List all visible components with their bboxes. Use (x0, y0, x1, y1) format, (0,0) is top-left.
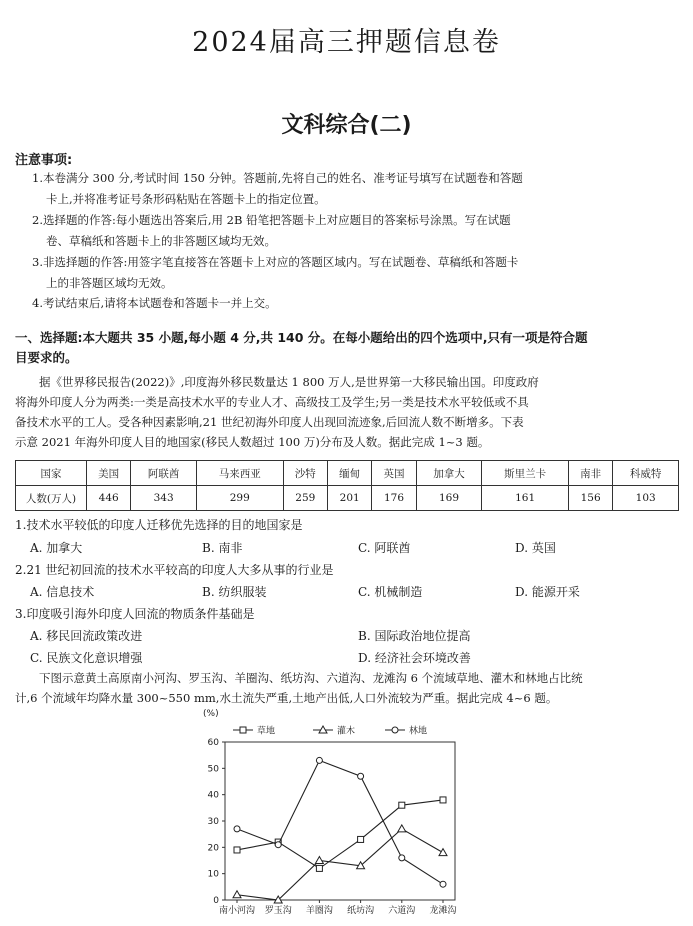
note-item (32, 210, 662, 252)
note-line: 4.考试结束后,请将本试题卷和答题卡一并上交。 (32, 296, 277, 310)
table-cell: 176 (372, 486, 416, 511)
section-heading (15, 328, 675, 368)
table-header-cell: 国家 (16, 461, 87, 486)
data-point-triangle (315, 857, 323, 864)
question-1-option-a[interactable]: A. 加拿大 (30, 541, 83, 555)
table-cell: 201 (327, 486, 371, 511)
y-tick-label: 60 (207, 738, 219, 748)
note-item (32, 293, 662, 314)
x-tick-label: 罗玉沟 (264, 906, 292, 916)
data-point-square (440, 797, 446, 803)
data-point-circle (440, 881, 446, 887)
passage-line: 示意 2021 年海外印度人目的地国家(移民人数超过 100 万)分布及人数。据此完成 1~3 题。 (15, 435, 490, 449)
table-header-cell: 沙特 (283, 461, 327, 486)
y-tick-label: 20 (207, 843, 219, 854)
y-axis-label: (%) (203, 709, 219, 719)
legend-label: 灌木 (337, 726, 356, 737)
legend-label: 草地 (257, 726, 276, 737)
question-2-option-c[interactable]: C. 机械制造 (358, 585, 423, 599)
table-cell: 299 (196, 486, 283, 511)
table-header-cell: 斯里兰卡 (482, 461, 569, 486)
y-tick-label: 40 (207, 790, 219, 801)
data-point-square (240, 727, 246, 733)
passage-line: 据《世界移民报告(2022)》,印度海外移民数量达 1 800 万人,是世界第一大移民输出国。印度政府 (39, 375, 539, 389)
data-point-circle (316, 757, 322, 763)
passage-line: 备技术水平的工人。受各种因素影响,21 世纪初海外印度人出现回流迹象,后回流人数不断增多。下表 (15, 415, 524, 429)
table-header-cell: 美国 (87, 461, 131, 486)
table-cell: 103 (613, 486, 679, 511)
data-point-square (399, 802, 405, 808)
data-point-circle (399, 855, 405, 861)
table-cell: 161 (482, 486, 569, 511)
migration-table (15, 460, 679, 511)
table-header-cell: 缅甸 (327, 461, 371, 486)
plot-frame (225, 742, 455, 900)
note-line: 卡上,并将准考证号条形码粘贴在答题卡上的指定位置。 (46, 192, 326, 206)
question-3-option-b[interactable]: B. 国际政治地位提高 (358, 629, 471, 643)
table-header-cell: 加拿大 (416, 461, 482, 486)
data-point-square (358, 836, 364, 842)
table-header-cell: 英国 (372, 461, 416, 486)
question-1-stem: 1.技术水平较低的印度人迁移优先选择的目的地国家是 (15, 518, 303, 532)
x-tick-label: 龙滩沟 (429, 906, 457, 916)
x-tick-label: 羊圈沟 (305, 906, 333, 916)
question-1-option-b[interactable]: B. 南非 (202, 541, 243, 555)
section-line: 一、选择题:本大题共 35 小题,每小题 4 分,共 140 分。在每小题给出的四个选项中,只有一项是符合题 (15, 330, 588, 345)
passage-1 (15, 372, 677, 452)
data-point-circle (234, 826, 240, 832)
table-header-row (16, 461, 679, 486)
data-point-square (234, 847, 240, 853)
question-3-stem: 3.印度吸引海外印度人回流的物质条件基础是 (15, 607, 255, 621)
y-tick-label: 30 (207, 817, 219, 827)
table-header-cell: 科威特 (613, 461, 679, 486)
data-point-triangle (233, 891, 241, 898)
x-tick-label: 六道沟 (388, 906, 416, 916)
series-line-circle (237, 760, 443, 884)
table-header-cell: 马来西亚 (196, 461, 283, 486)
question-2-option-b[interactable]: B. 纺织服装 (202, 585, 267, 599)
note-line: 3.非选择题的作答:用签字笔直接答在答题卡上对应的答题区域内。写在试题卷、草稿纸和答题卡 (32, 255, 519, 269)
question-3-option-c[interactable]: C. 民族文化意识增强 (30, 651, 143, 665)
data-point-circle (275, 842, 281, 848)
note-item (32, 252, 662, 294)
y-tick-label: 50 (207, 764, 219, 775)
data-point-triangle (439, 849, 447, 856)
table-cell: 446 (87, 486, 131, 511)
series-line-square (237, 800, 443, 868)
data-point-circle (392, 727, 398, 733)
legend-label: 林地 (409, 726, 428, 737)
table-cell: 343 (131, 486, 197, 511)
note-item (32, 168, 662, 210)
table-cell: 156 (568, 486, 612, 511)
note-line: 1.本卷满分 300 分,考试时间 150 分钟。答题前,先将自己的姓名、准考证号填写在试题卷和答题 (32, 171, 523, 185)
note-line: 上的非答题区域均无效。 (46, 276, 173, 290)
x-tick-label: 南小河沟 (218, 906, 256, 916)
table-cell: 259 (283, 486, 327, 511)
table-row (16, 486, 679, 511)
table-cell: 人数(万人) (16, 486, 87, 511)
passage-line: 计,6 个流域年均降水量 300~550 mm,水土流失严重,土地产出低,人口外流较为严重。据此完成 4~6 题。 (15, 691, 558, 705)
question-1-option-d[interactable]: D. 英国 (515, 541, 556, 555)
passage-line: 将海外印度人分为两类:一类是高技术水平的专业人才、高级技工及学生;另一类是技术水平较低或不具 (15, 395, 529, 409)
exam-subtitle: 文科综合(二) (281, 113, 412, 138)
note-line: 卷、草稿纸和答题卡上的非答题区域均无效。 (46, 234, 276, 248)
data-point-triangle (398, 825, 406, 832)
y-tick-label: 0 (213, 896, 219, 906)
table-cell: 169 (416, 486, 482, 511)
question-1-option-c[interactable]: C. 阿联酋 (358, 541, 411, 555)
y-tick-label: 10 (207, 869, 219, 880)
data-point-circle (358, 773, 364, 779)
question-2-option-a[interactable]: A. 信息技术 (30, 585, 95, 599)
exam-title: 2024届高三押题信息卷 (192, 27, 501, 58)
data-point-square (316, 865, 322, 871)
land-cover-chart (185, 702, 475, 922)
note-line: 2.选择题的作答:每小题选出答案后,用 2B 铅笔把答题卡上对应题目的答案标号涂黑。写在试题 (32, 213, 511, 227)
question-3-option-d[interactable]: D. 经济社会环境改善 (358, 651, 471, 665)
x-tick-label: 纸坊沟 (347, 906, 375, 916)
table-header-cell: 阿联酋 (131, 461, 197, 486)
passage-line: 下图示意黄土高原南小河沟、罗玉沟、羊圈沟、纸坊沟、六道沟、龙滩沟 6 个流域草地、灌木和林地占比统 (39, 671, 583, 685)
table-header-cell: 南非 (568, 461, 612, 486)
section-line: 目要求的。 (15, 350, 78, 365)
question-2-stem: 2.21 世纪初回流的技术水平较高的印度人大多从事的行业是 (15, 563, 334, 577)
question-2-option-d[interactable]: D. 能源开采 (515, 585, 580, 599)
question-3-option-a[interactable]: A. 移民回流政策改进 (30, 629, 143, 643)
notes-heading: 注意事项: (15, 153, 73, 168)
